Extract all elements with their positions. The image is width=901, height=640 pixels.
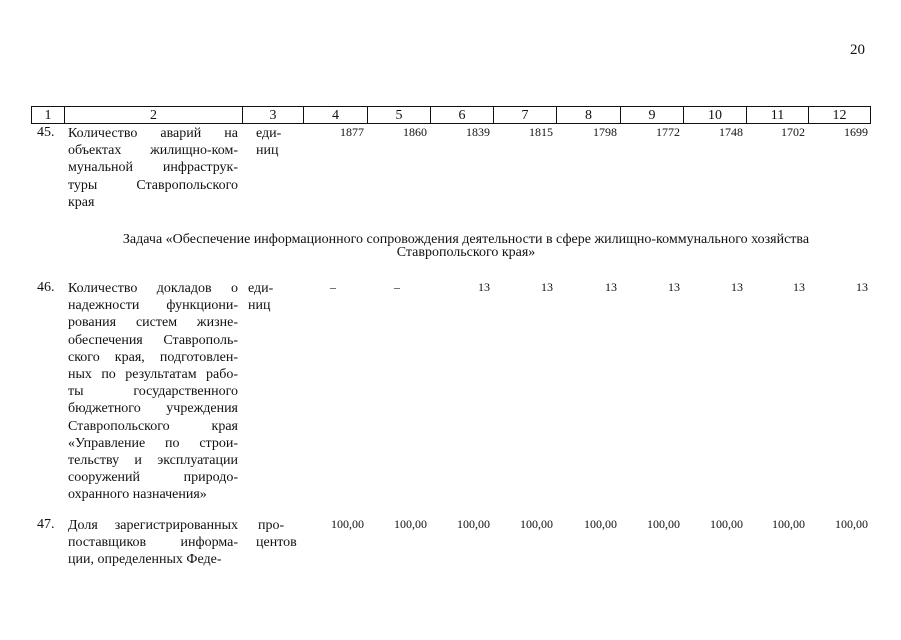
indicator-name-line: охранного назначения» <box>68 487 207 503</box>
value-cell: 100,00 <box>584 517 617 531</box>
task-heading-line: Задача «Обеспечение информационного сопровождения деятельности в сфере жилищно-коммунального хозяйства <box>122 232 810 247</box>
unit-cell <box>248 280 273 314</box>
indicator-name-line: Количество аварий на <box>68 126 238 141</box>
indicator-name <box>68 125 238 211</box>
column-number: 8 <box>557 107 621 124</box>
value-cell: 1772 <box>656 125 680 139</box>
unit-cell <box>256 517 297 551</box>
column-number: 6 <box>431 107 494 124</box>
value-cell: 1798 <box>593 125 617 139</box>
column-number: 10 <box>684 107 747 124</box>
value-cell: 1877 <box>340 125 364 139</box>
task-heading <box>60 233 872 259</box>
column-number: 2 <box>65 107 243 124</box>
indicator-name <box>68 280 238 504</box>
unit-line: центов <box>256 535 297 551</box>
row-number: 47. <box>37 517 55 532</box>
indicator-name-line: надежности функциони- <box>68 298 238 314</box>
value-cell: 100,00 <box>772 517 805 531</box>
value-cell: 1699 <box>844 125 868 139</box>
indicator-name-line: тельству и эксплуатации <box>68 453 238 469</box>
indicator-name-line: поставщиков информа- <box>68 535 238 551</box>
value-cell: 100,00 <box>520 517 553 531</box>
indicator-name-line: Ставропольского края <box>68 418 238 434</box>
value-cell: 13 <box>478 280 490 294</box>
column-number: 4 <box>304 107 368 124</box>
value-cell: 100,00 <box>457 517 490 531</box>
indicator-name-line: ты государственного <box>68 384 238 400</box>
value-cell: 1815 <box>529 125 553 139</box>
page-number: 20 <box>850 42 865 58</box>
value-cell: 100,00 <box>647 517 680 531</box>
column-number: 7 <box>494 107 557 124</box>
unit-line: еди- <box>256 126 282 141</box>
value-cell: 13 <box>605 280 617 294</box>
value-cell: – <box>330 280 336 294</box>
unit-line: еди- <box>248 281 274 296</box>
indicator-name-line: края <box>68 194 95 210</box>
value-cell: 13 <box>856 280 868 294</box>
value-cell: 1702 <box>781 125 805 139</box>
indicator-name-line: ского края, подготовлен- <box>68 349 238 365</box>
value-cell: 1839 <box>466 125 490 139</box>
value-cell: 13 <box>793 280 805 294</box>
value-cell: 1748 <box>719 125 743 139</box>
unit-cell <box>256 125 281 159</box>
value-cell: 100,00 <box>331 517 364 531</box>
value-cell: 13 <box>668 280 680 294</box>
indicator-name-line: мунальной инфраструк- <box>68 160 238 176</box>
value-cell: 1860 <box>403 125 427 139</box>
column-number: 5 <box>368 107 431 124</box>
row-number: 46. <box>37 280 55 295</box>
row-number: 45. <box>37 125 55 140</box>
indicator-name-line: Доля зарегистрированных <box>68 518 238 533</box>
indicator-name-line: ных по результатам рабо- <box>68 367 238 383</box>
value-cell: 100,00 <box>710 517 743 531</box>
unit-line: про- <box>258 518 285 533</box>
column-number: 9 <box>621 107 684 124</box>
indicator-name-line: обеспечения Ставрополь- <box>68 332 238 348</box>
indicator-name-line: бюджетного учреждения <box>68 401 238 417</box>
value-cell: 13 <box>731 280 743 294</box>
column-number-header <box>31 106 871 124</box>
value-cell: 13 <box>541 280 553 294</box>
column-number: 12 <box>809 107 871 124</box>
indicator-name-line: «Управление по строи- <box>68 435 238 451</box>
indicator-name-line: ции, определенных Феде- <box>68 552 222 568</box>
task-heading-line: Ставропольского края» <box>396 245 536 260</box>
value-cell: 100,00 <box>835 517 868 531</box>
indicator-name-line: объектах жилищно-ком- <box>68 143 238 159</box>
indicator-name-line: сооружений природо- <box>68 470 238 486</box>
indicator-name <box>68 517 238 569</box>
column-number: 1 <box>32 107 65 124</box>
value-cell: – <box>394 280 400 294</box>
indicator-name-line: Количество докладов о <box>68 281 238 296</box>
value-cell: 100,00 <box>394 517 427 531</box>
unit-line: ниц <box>248 298 271 314</box>
unit-line: ниц <box>256 143 279 159</box>
column-number: 3 <box>243 107 304 124</box>
indicator-name-line: рования систем жизне- <box>68 315 238 331</box>
column-number: 11 <box>747 107 809 124</box>
indicator-name-line: туры Ставропольского <box>68 177 238 193</box>
